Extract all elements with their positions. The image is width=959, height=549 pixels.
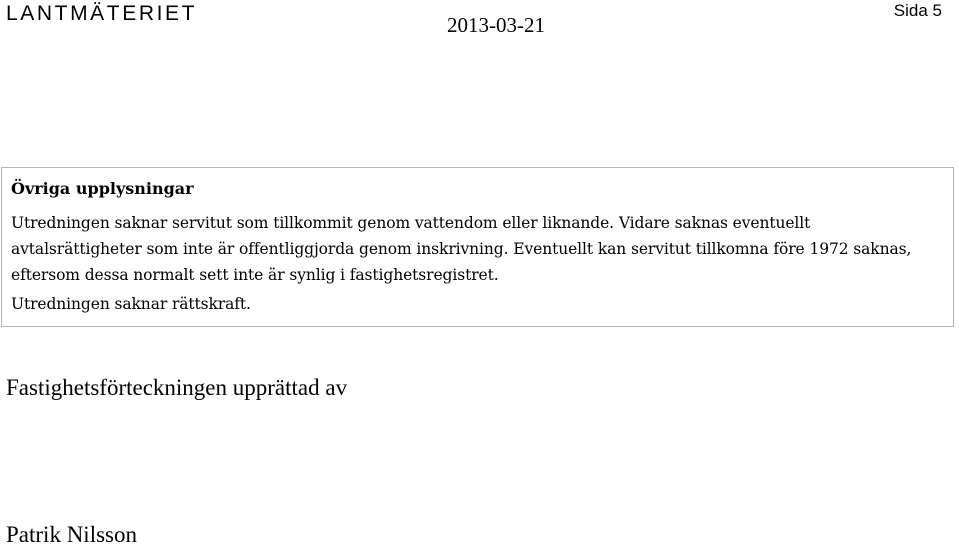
other-information-box (1, 167, 954, 327)
other-information-title: Övriga upplysningar (11, 179, 194, 198)
preparer-name: Patrik Nilsson (6, 522, 137, 547)
document-date: 2013-03-21 (447, 13, 545, 37)
other-information-paragraph: Utredningen saknar servitut som tillkommit genom vattendom eller liknande. Vidare saknas eventuellt avtalsrättigheter som inte är offentliggjorda genom inskrivning. Eventuellt kan servitut tillkomna före 1972 saknas, eftersom dessa normalt sett inte är synlig i fastighetsregistret. (11, 214, 912, 284)
organization-name: LANTMÄTERIET (6, 2, 198, 25)
other-information-paragraph: Utredningen saknar rättskraft. (11, 295, 251, 313)
prepared-by-heading: Fastighetsförteckningen upprättad av (6, 375, 348, 400)
page-number: Sida 5 (893, 1, 942, 20)
